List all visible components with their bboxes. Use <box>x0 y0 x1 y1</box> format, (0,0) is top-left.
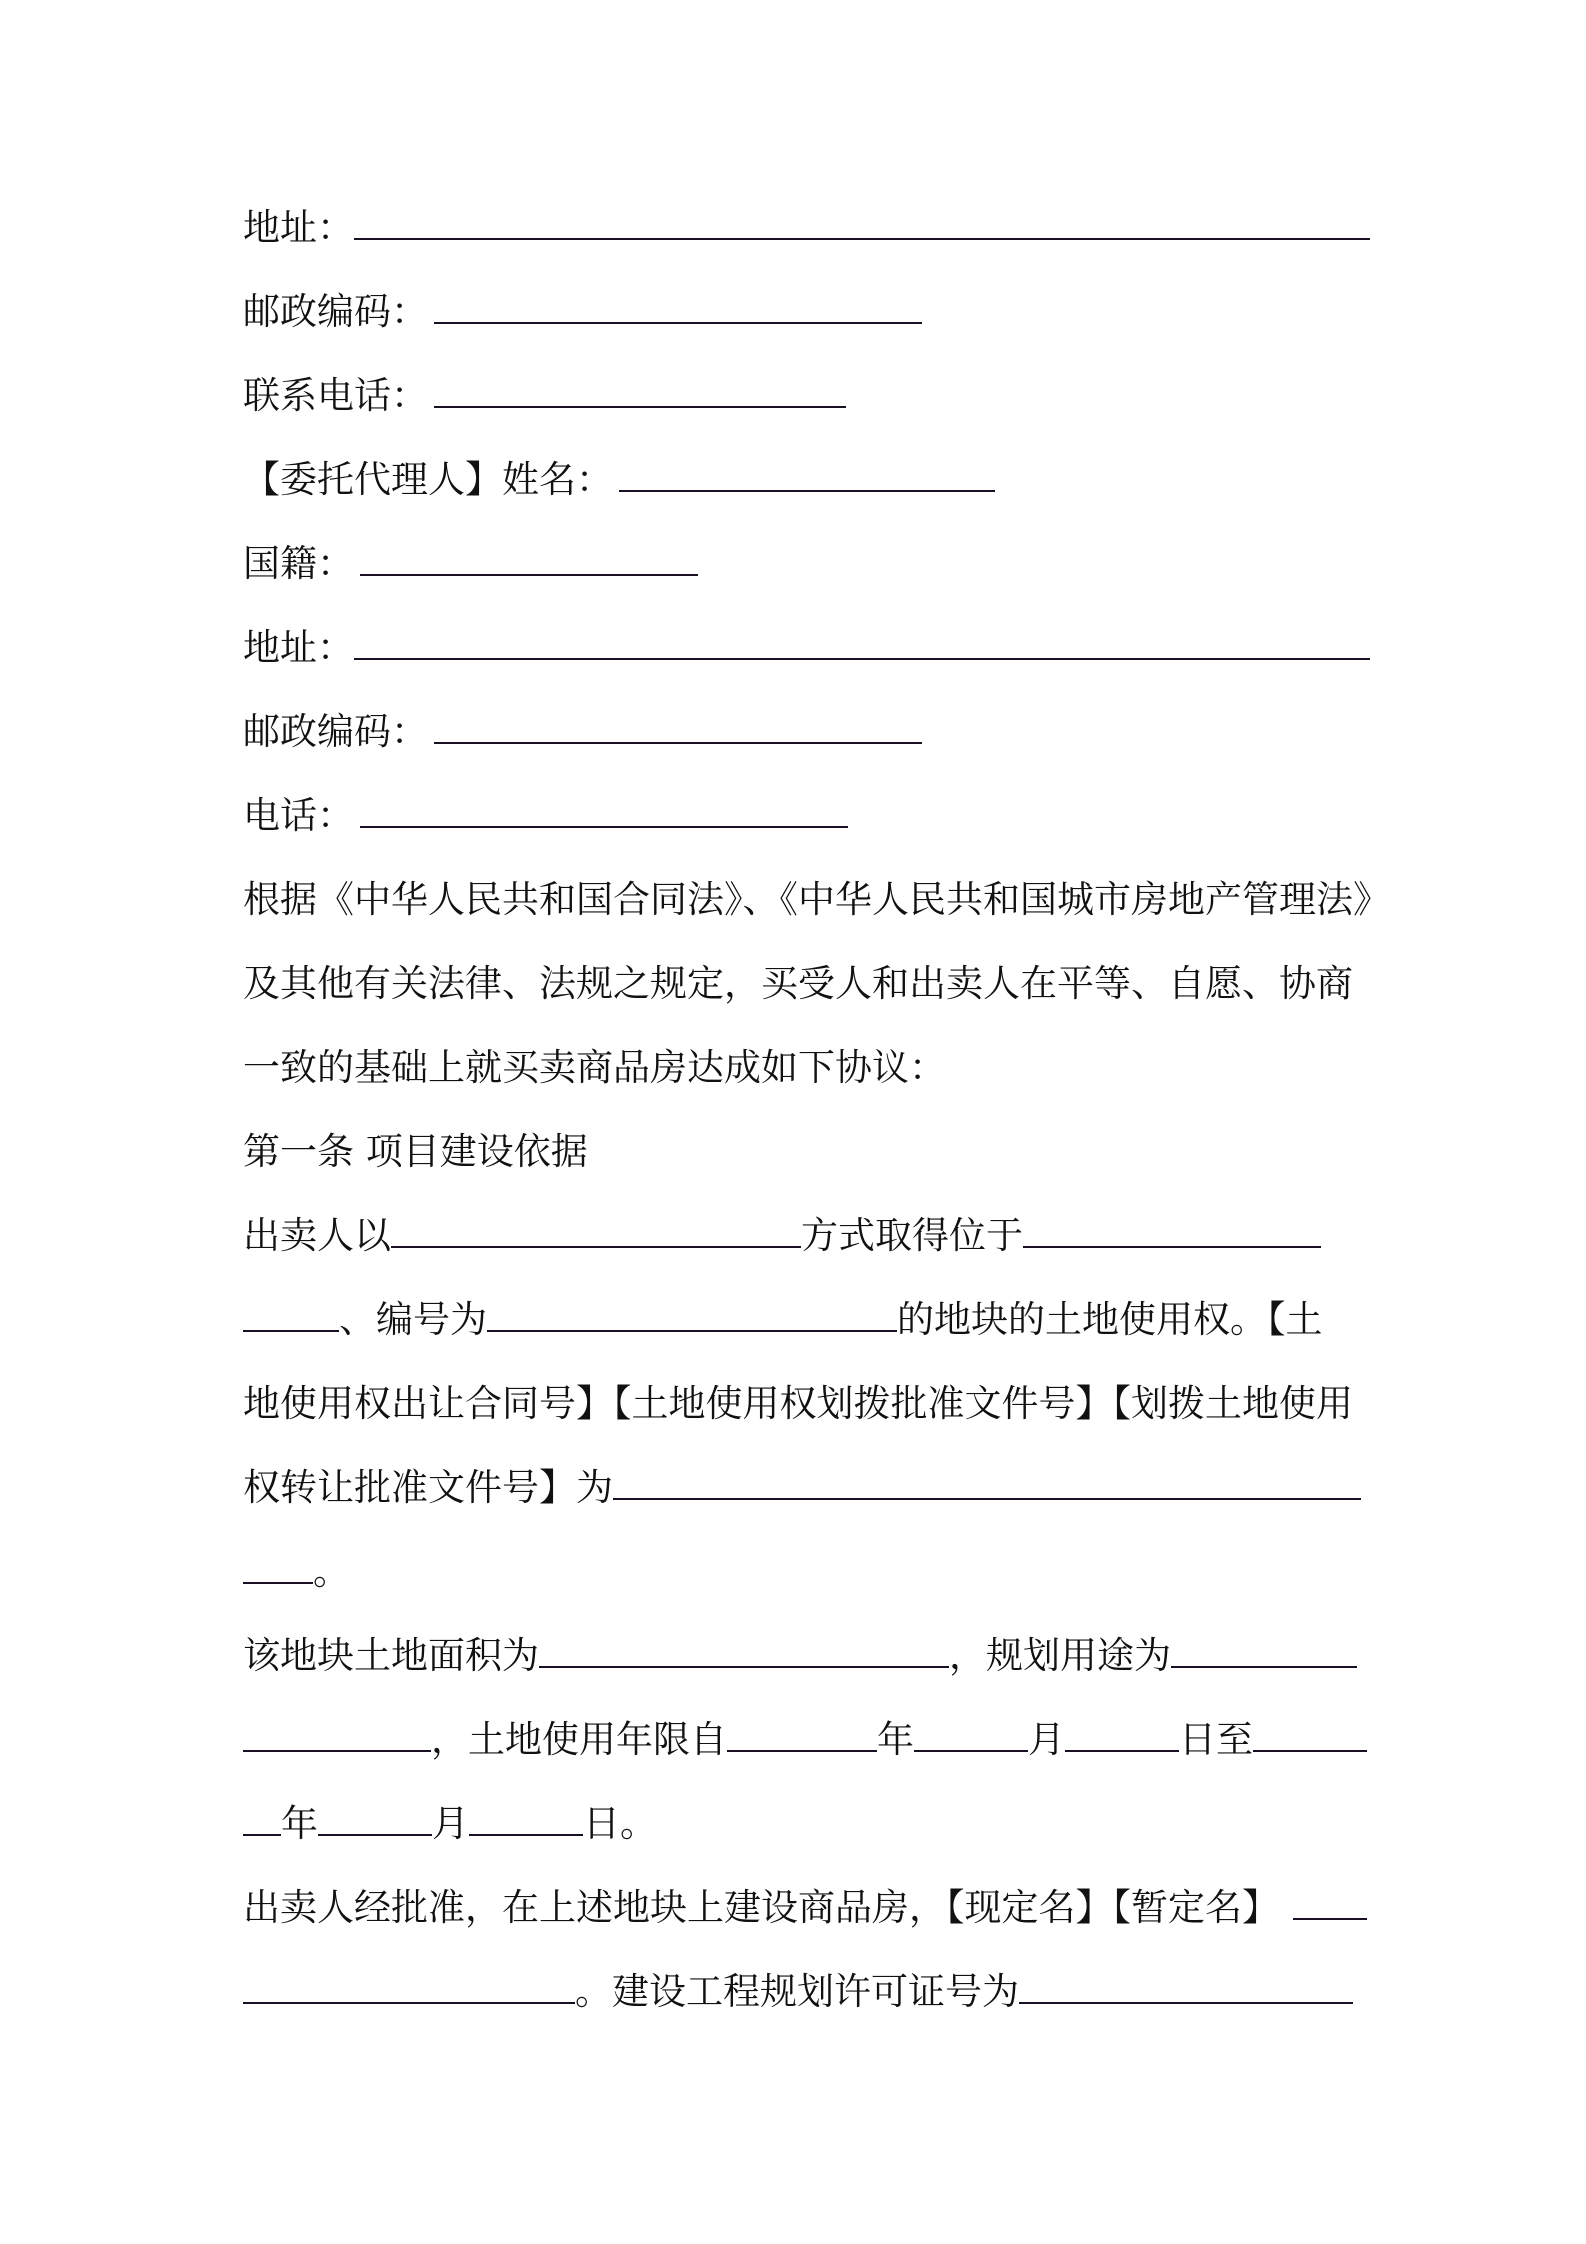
address-row <box>243 198 1353 258</box>
location-blank[interactable] <box>1023 1210 1321 1248</box>
address-label: 地址： <box>243 206 354 249</box>
start-day-blank[interactable] <box>1065 1714 1179 1752</box>
agent-name-row <box>243 450 1353 510</box>
article-1-line-1 <box>243 1206 1353 1266</box>
start-month-blank[interactable] <box>914 1714 1028 1752</box>
agent-postcode-blank[interactable] <box>434 706 922 744</box>
agent-postcode-label: 邮政编码： <box>243 710 428 753</box>
agent-postcode-row <box>243 702 1353 762</box>
article-1-line-3: 地使用权出让合同号】【土地使用权划拨批准文件号】【划拨土地使用 <box>243 1382 1353 1425</box>
article-1-line-10 <box>243 1962 1353 2022</box>
postcode-blank[interactable] <box>434 286 922 324</box>
text-end-year: 年 <box>281 1802 318 1845</box>
postcode-row <box>243 282 1353 342</box>
article-1-line-4 <box>243 1458 1353 1518</box>
article-1-title: 第一条 项目建设依据 <box>243 1130 588 1173</box>
article-1-line-7 <box>243 1710 1353 1770</box>
text-day-to: 日至 <box>1179 1718 1253 1761</box>
agent-phone-row <box>243 786 1353 846</box>
article-1-line-2 <box>243 1290 1353 1350</box>
article-1-line-9 <box>243 1878 1353 1938</box>
nationality-label: 国籍： <box>243 542 354 585</box>
agent-address-label: 地址： <box>243 626 354 669</box>
end-month-blank[interactable] <box>318 1798 432 1836</box>
text-number: 、编号为 <box>339 1298 487 1341</box>
project-name-blank-cont[interactable] <box>243 1966 575 2004</box>
nationality-blank[interactable] <box>360 538 698 576</box>
end-year-blank[interactable] <box>1253 1714 1367 1752</box>
text-month: 月 <box>1028 1718 1065 1761</box>
land-area-blank[interactable] <box>539 1630 949 1668</box>
postcode-label: 邮政编码： <box>243 290 428 333</box>
text-seller-by: 出卖人以 <box>243 1214 391 1257</box>
permit-number-blank[interactable] <box>613 1462 1361 1500</box>
preamble-line-1: 根据《中华人民共和国合同法》、《中华人民共和国城市房地产管理法》 <box>243 878 1390 921</box>
text-land-term: ，土地使用年限自 <box>431 1718 727 1761</box>
agent-address-blank[interactable] <box>354 622 1370 660</box>
article-1-line-6 <box>243 1626 1353 1686</box>
planning-permit-blank[interactable] <box>1019 1966 1353 2004</box>
text-end-day: 日。 <box>583 1802 657 1845</box>
contact-phone-label: 联系电话： <box>243 374 428 417</box>
agent-phone-blank[interactable] <box>360 790 848 828</box>
article-1-line-5 <box>243 1542 1353 1602</box>
address-blank[interactable] <box>354 202 1370 240</box>
article-1-line-8 <box>243 1794 1353 1854</box>
preamble-line-2: 及其他有关法律、法规之规定，买受人和出卖人在平等、自愿、协商 <box>243 962 1353 1005</box>
end-year-blank-cont[interactable] <box>243 1798 281 1836</box>
parcel-number-blank[interactable] <box>487 1294 897 1332</box>
project-name-blank[interactable] <box>1293 1882 1367 1920</box>
text-approved-build: 出卖人经批准，在上述地块上建设商品房，【现定名】【暂定名】 <box>243 1886 1279 1929</box>
end-day-blank[interactable] <box>469 1798 583 1836</box>
nationality-row <box>243 534 1353 594</box>
planned-use-blank[interactable] <box>1171 1630 1357 1668</box>
contact-phone-blank[interactable] <box>434 370 846 408</box>
text-located-at: 方式取得位于 <box>801 1214 1023 1257</box>
agent-name-blank[interactable] <box>619 454 995 492</box>
preamble-line-3: 一致的基础上就买卖商品房达成如下协议： <box>243 1046 946 1089</box>
acquisition-method-blank[interactable] <box>391 1210 801 1248</box>
agent-address-row <box>243 618 1353 678</box>
text-end-month: 月 <box>432 1802 469 1845</box>
text-planned-use: ，规划用途为 <box>949 1634 1171 1677</box>
planned-use-blank-cont[interactable] <box>243 1714 431 1752</box>
start-year-blank[interactable] <box>727 1714 877 1752</box>
text-period: 。 <box>313 1550 350 1593</box>
text-planning-permit: 。建设工程规划许可证号为 <box>575 1970 1019 2013</box>
text-land-right: 的地块的土地使用权。【土 <box>897 1298 1323 1341</box>
text-year: 年 <box>877 1718 914 1761</box>
contact-phone-row <box>243 366 1353 426</box>
location-blank-cont[interactable] <box>243 1294 339 1332</box>
text-permit-is: 权转让批准文件号】为 <box>243 1466 613 1509</box>
agent-phone-label: 电话： <box>243 794 354 837</box>
text-land-area: 该地块土地面积为 <box>243 1634 539 1677</box>
permit-number-blank-cont[interactable] <box>243 1546 313 1584</box>
agent-name-label: 【委托代理人】姓名： <box>243 458 613 501</box>
